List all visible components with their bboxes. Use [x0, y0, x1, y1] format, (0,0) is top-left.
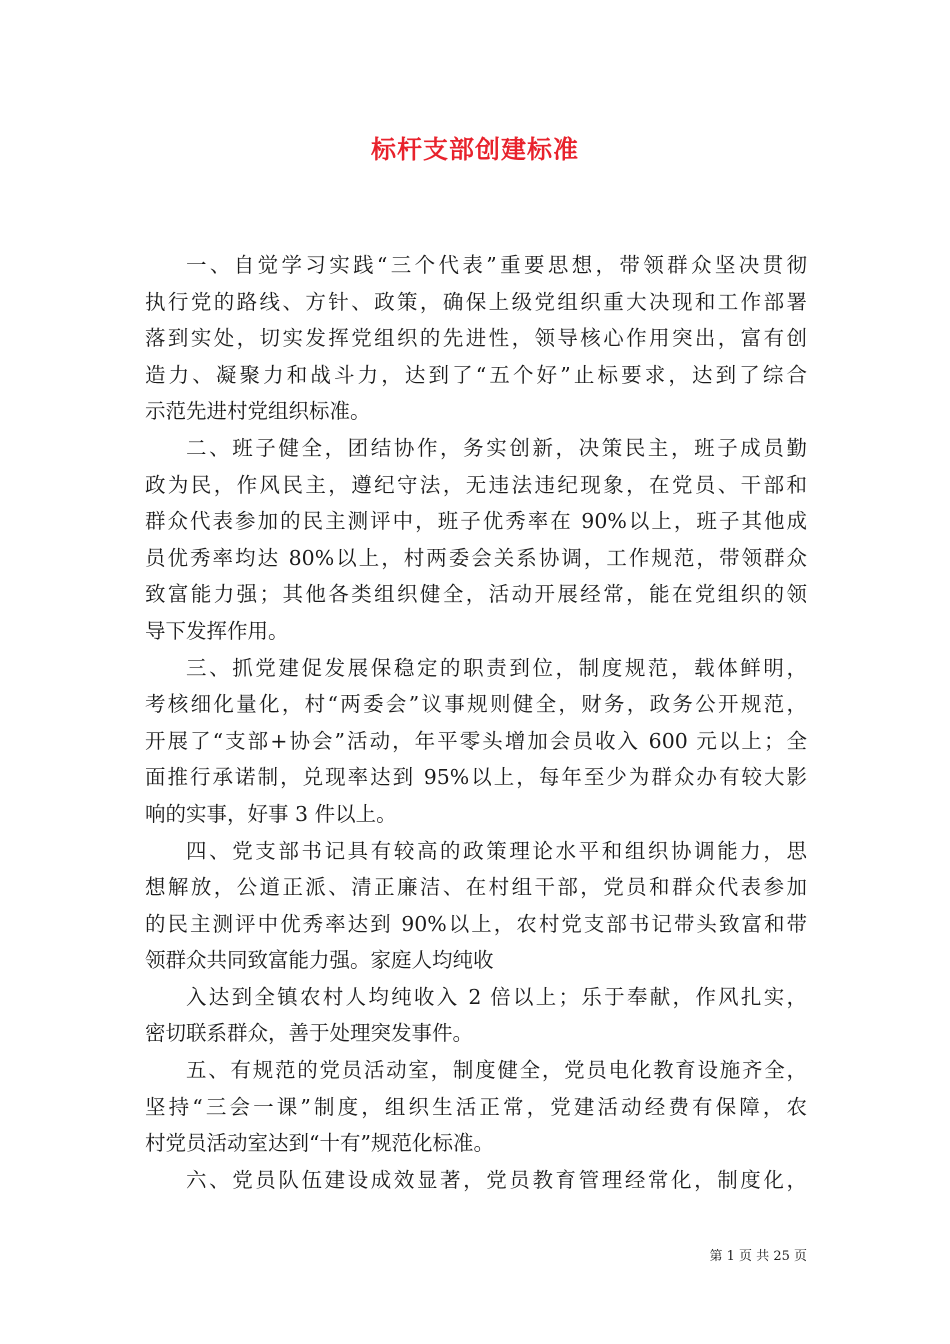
body-line: 村党员活动室达到“十有”规范化标准。 [145, 1131, 494, 1156]
body-line: 考核细化量化，村“两委会”议事规则健全，财务，政务公开规范， [145, 692, 807, 717]
document-title: 标杆支部创建标准 [370, 135, 579, 164]
body-line: 群众代表参加的民主测评中，班子优秀率在 90%以上，班子其他成 [145, 509, 807, 534]
body-line: 领群众共同致富能力强。家庭人均纯收 [145, 948, 494, 973]
body-line: 员优秀率均达 80%以上，村两委会关系协调，工作规范，带领群众 [145, 545, 807, 570]
body-line: 示范先进村党组织标准。 [145, 399, 371, 424]
body-line: 入达到全镇农村人均纯收入 2 倍以上；乐于奉献，作风扎实， [186, 984, 807, 1009]
body-line: 六、党员队伍建设成效显著，党员教育管理经常化，制度化， [186, 1167, 807, 1192]
body-line: 开展了“支部+协会”活动，年平零头增加会员收入 600 元以上；全 [145, 728, 807, 753]
body-line: 想解放，公道正派、清正廉洁、在村组干部，党员和群众代表参加 [145, 875, 807, 900]
body-line: 四、党支部书记具有较高的政策理论水平和组织协调能力，思 [186, 838, 807, 863]
page-footer: 第 1 页 共 25 页 [709, 1249, 807, 1264]
body-line: 响的实事，好事 3 件以上。 [145, 801, 397, 826]
body-line: 五、有规范的党员活动室，制度健全，党员电化教育设施齐全， [186, 1058, 807, 1083]
body-line: 落到实处，切实发挥党组织的先进性，领导核心作用突出，富有创 [145, 326, 807, 351]
body-line: 三、抓党建促发展保稳定的职责到位，制度规范，载体鲜明， [186, 655, 807, 680]
body-line: 致富能力强；其他各类组织健全，活动开展经常，能在党组织的领 [145, 582, 807, 607]
body-line: 政为民，作风民主，遵纪守法，无违法违纪现象，在党员、干部和 [145, 472, 807, 497]
body-line: 密切联系群众，善于处理突发事件。 [145, 1021, 473, 1046]
body-line: 坚持“三会一课”制度，组织生活正常，党建活动经费有保障，农 [145, 1094, 807, 1119]
body-line: 导下发挥作用。 [145, 618, 289, 643]
body-line: 面推行承诺制，兑现率达到 95%以上，每年至少为群众办有较大影 [145, 765, 807, 790]
document-body [145, 247, 807, 1198]
body-line: 造力、凝聚力和战斗力，达到了“五个好”止标要求，达到了综合 [145, 362, 807, 387]
body-line: 执行党的路线、方针、政策，确保上级党组织重大决现和工作部署 [145, 289, 807, 314]
body-line: 一、自觉学习实践“三个代表”重要思想，带领群众坚决贯彻 [186, 253, 807, 277]
body-line: 二、班子健全，团结协作，务实创新，决策民主，班子成员勤 [186, 435, 807, 460]
body-line: 的民主测评中优秀率达到 90%以上，农村党支部书记带头致富和带 [145, 911, 807, 936]
